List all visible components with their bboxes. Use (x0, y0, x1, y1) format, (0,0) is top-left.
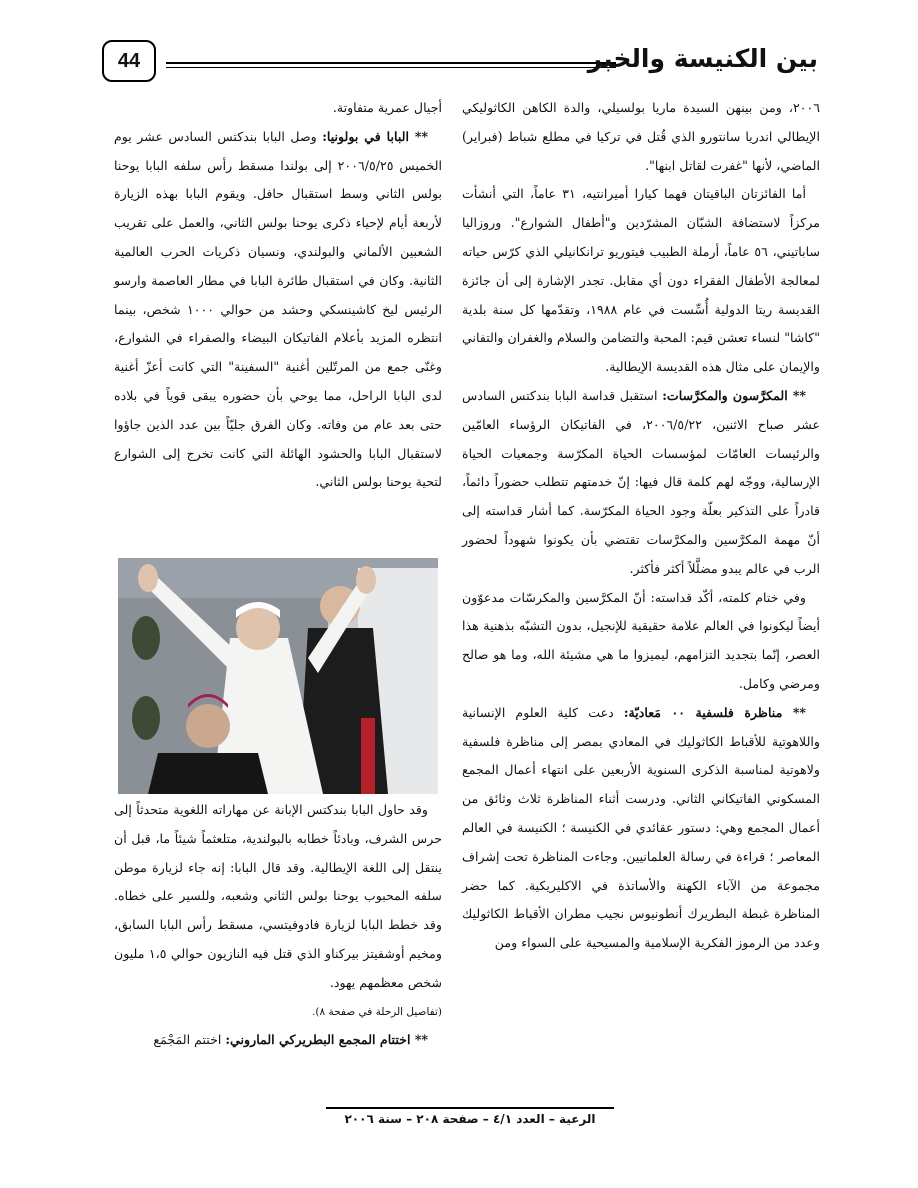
right-column (462, 94, 820, 958)
photo-illustration (118, 558, 438, 794)
page-number: 44 (102, 40, 156, 82)
paragraph-heading: ** البابا في بولونيا: (322, 128, 428, 144)
paragraph: وقد حاول البابا بندكتس الإبانة عن مهاراته اللغوية متحدثاً إلى حرس الشرف، وبادئاً خطابه بالبولندية، متلعثماً شيئاً ما، قبل أن ينتقل إلى اللغة الإيطالية. وقد قال البابا: إنه جاء لزيارة موطن سلفه المحبوب يوحنا بولس الثاني وشعبه، وللسير على خطاه. وقد خطط البابا لزيارة فادوفيتسي، مسقط رأس البابا السابق، ومخيم أوشفيتز بيركناو الذي قتل فيه النازيون حوالي ١،٥ مليون شخص معظمهم يهود. (114, 802, 442, 990)
paragraph-heading: ** اختتام المجمع البطريركي الماروني: (225, 1032, 428, 1048)
footer-rule (326, 1107, 614, 1109)
header-rule-thin (166, 67, 616, 68)
paragraph: ** مناظرة فلسفية ٠٠ مَعاديّة: دعت كلية العلوم الإنسانية واللاهوتية للأقباط الكاثوليك في المعادي بمصر إلى مناظرة فلسفية ولاهوتية لمناسبة الذكرى السنوية الأربعين على انتهاء أعمال المجمع المسكوني الفاتيكاني الثاني. ودرست أثناء المناظرة ثلاث وثائق من أعمال المجمع وهي: دستور عقائدي في الكنيسة ؛ الكنيسة في العالم المعاصر ؛ قراءة في رسالة العلمانيين. وجاءت المناظرة تحت إشراف مجموعة من الآباء الكهنة والأساتذة في الاكليريكية. كما حضر المناظرة غبطة البطريرك أنطونيوس نجيب مطران الأقباط الكاثوليك وعدد من الرموز الفكرية الإسلامية والمسيحية على السواء ومن (462, 704, 820, 951)
paragraph: ** المكرَّسون والمكرَّسات: استقبل قداسة البابا بندكتس السادس عشر صباح الاثنين، ٢٠٠٦/٥/٢٢، في الفاتيكان الرؤساء العامّين والرئيسات العامّات لمؤسسات الحياة المكرّسة وجمعيات الحياة الإرسالية، ووجّه لهم كلمة قال فيها: إنّ خدمتهم تتطلب حضوراً دائماً، قادراً على التذكير بعلّة وجود الحياة المكرّسة. كما أشار قداسته إلى أنّ مهمة المكرَّسين والمكرَّسات تقتضي بأن يكونوا شهوداً لحضور الرب في عالم يبدو مضلَّلاً أكثر فأكثر. (462, 387, 821, 576)
paragraph: أما الفائزتان الباقيتان فهما كيارا أميرانتيه، ٣١ عاماً، التي أنشأت مركزاً لاستضافة الشبّان المشرّدين و"أطفال الشوارع". وروزاليا ساباتيني، ٥٦ عاماً، أرملة الطبيب فيتوريو ترانكانيلي الذي كرّس حياته لمعالجة الأطفال الفقراء دون أي مقابل. تجدر الإشارة إلى أن جائزة القديسة ريتا الدولية أُسِّست في عام ١٩٨٨، وتقدّمها كل سنة بلدية "كاشا" لنساء تعشن قيم: المحبة والتضامن والسلام والغفران والتفاني والإيمان على مثال هذه القديسة الإيطالية. (462, 186, 820, 375)
paragraph: ** البابا في بولونيا: وصل البابا بندكتس السادس عشر يوم الخميس ٢٠٠٦/٥/٢٥ إلى بولندا مسقط رأس سلفه البابا يوحنا بولس الثاني وسط استقبال حافل. ويقوم البابا بهذه الزيارة لأربعة أيام لإحياء ذكرى يوحنا بولس الثاني، والعمل على تقريب الشعبين الألماني والبولندي، ونسيان ذكريات الحرب العالمية الثانية. وكان في استقبال طائرة البابا في مطار العاصمة وارسو الرئيس ليخ كاشينسكي وحشد من حوالي ١٠٠٠ شخص، بينما انتظره المزيد بأعلام الفاتيكان البيضاء والصفراء في الشوارع، وغنّى جمع من المرتّلين أغنية "السفينة" التي كانت أعزّ أغنية لدى البابا الراحل، مما يوحي بأن حضوره يبقى قوياً في بلاده حتى بعد عام من وفاته. وكان الفرق جليّاً بين عدد الذين جاؤوا لاستقبال البابا والحشود الهائلة التي كانت تخرج إلى الشوارع لتحية يوحنا بولس الثاني. (114, 128, 443, 490)
paragraph: ٢٠٠٦، ومن بينهن السيدة ماريا بولسيلي، والدة الكاهن الكاثوليكي الإيطالي اندريا سانتورو الذي قُتل في تركيا في مطلع شباط (فبراير) الماضي، لأنها "غفرت لقاتل ابنها". (462, 100, 820, 173)
left-column-top (114, 94, 442, 497)
paragraph-heading: ** المكرَّسون والمكرَّسات: (662, 387, 806, 403)
section-title: بين الكنيسة والخبر (587, 44, 818, 73)
paragraph: وفي ختام كلمته، أكّد قداسته: أنّ المكرَّسين والمكرسّات مدعوّون أيضاً ليكونوا في العالم علامة حقيقية للإنجيل، بدون التشبّه بذهنية هذا العصر، إنّما بتجديد التزامهم، ليميزوا ما هي مشيئة الله، وما هو صالح ومرضي وكامل. (462, 589, 820, 691)
paragraph: (تفاصيل الرحلة في صفحة ٨). (312, 1005, 442, 1018)
paragraph: أجيال عمرية متفاوتة. (332, 100, 442, 115)
paragraph: ** اختتام المجمع البطريركي الماروني: اختتم المَجْمَع (153, 1032, 428, 1048)
photo-pope-arrival (118, 558, 438, 794)
paragraph-heading: ** مناظرة فلسفية ٠٠ مَعاديّة: (623, 704, 806, 720)
header-rule (166, 62, 616, 64)
left-column-bottom (114, 796, 442, 1055)
page-footer: الرعية – العدد ٤/١ – صفحة ٢٠٨ – سنة ٢٠٠٦ (344, 1112, 596, 1126)
